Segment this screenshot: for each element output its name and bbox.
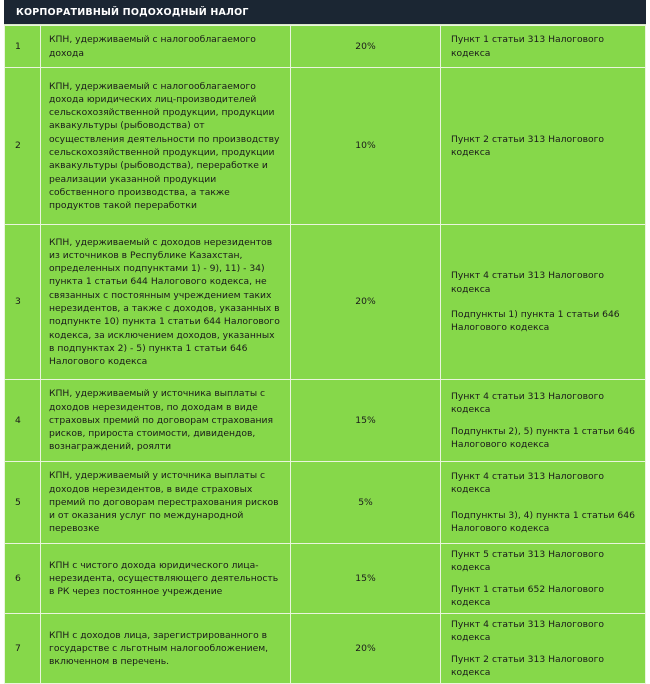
row-reference (441, 26, 646, 68)
reference-line: Пункт 4 статьи 313 Налогового кодекса (451, 390, 605, 416)
row-reference (441, 380, 646, 462)
row-description: КПН с доходов лица, зарегистрированного в государстве с льготным налогообложением, включенном в перечень. (41, 614, 291, 684)
row-description: КПН, удерживаемый с налогооблагаемого дохода юридических лиц-производителей сельскохозяйственной продукции, продукции аквакультуры (рыбоводства) от осуществления деятельности по производству сельскохозяйственной продукции, продукции аквакультуры (рыбоводства), переработке и реализации указанной продукции собственного производства, а также продуктов такой переработки (41, 68, 291, 225)
reference-line: Пункт 4 статьи 313 Налогового кодекса (451, 270, 605, 295)
row-description: КПН, удерживаемый у источника выплаты с доходов нерезидентов, по доходам в виде страховых премий по договорам страхования рисков, прироста стоимости, дивидендов, вознаграждений, роялти (41, 380, 291, 462)
table-row (5, 544, 646, 614)
reference-line: Подпункты 3), 4) пункта 1 статьи 646 Налогового кодекса (451, 509, 635, 534)
row-number: 6 (5, 544, 41, 614)
reference-line: Пункт 2 статьи 313 Налогового кодекса (451, 653, 605, 679)
reference-line: Подпункты 2), 5) пункта 1 статьи 646 Налогового кодекса (451, 425, 635, 450)
row-description: КПН, удерживаемый с доходов нерезидентов из источников в Республике Казахстан, определенных подпунктами 1) - 9), 11) - 34) пункта 1 статьи 644 Налогового кодекса, не связанных с постоянным учреждением таких нерезидентов, а также с доходов, указанных в подпункте 10) пункта 1 статьи 644 Налогового кодекса, за исключением доходов, указанных в подпунктах 2) - 5) пункта 1 статьи 646 Налогового кодекса (41, 225, 291, 380)
table-row (5, 462, 646, 544)
row-reference (441, 225, 646, 380)
row-rate: 15% (291, 544, 441, 614)
reference-line: Пункт 2 статьи 313 Налогового кодекса (451, 133, 605, 158)
row-reference (441, 462, 646, 544)
row-description: КПН с чистого дохода юридического лица-нерезидента, осуществляющего деятельность в РК через постоянное учреждение (41, 544, 291, 614)
row-number: 2 (5, 68, 41, 225)
row-reference (441, 68, 646, 225)
row-rate: 20% (291, 225, 441, 380)
row-description: КПН, удерживаемый с налогооблагаемого дохода (41, 26, 291, 68)
row-rate: 20% (291, 614, 441, 684)
row-reference (441, 544, 646, 614)
row-number: 5 (5, 462, 41, 544)
reference-line: Пункт 5 статьи 313 Налогового кодекса (451, 549, 605, 574)
reference-line: Пункт 1 статьи 652 Налогового кодекса (451, 583, 605, 608)
table-title: КОРПОРАТИВНЫЙ ПОДОХОДНЫЙ НАЛОГ (4, 0, 646, 25)
table-row (5, 380, 646, 462)
tax-table-container (4, 0, 646, 684)
row-number: 7 (5, 614, 41, 684)
reference-line: Пункт 4 статьи 313 Налогового кодекса (451, 619, 605, 644)
reference-line: Пункт 1 статьи 313 Налогового кодекса (451, 34, 605, 59)
row-number: 1 (5, 26, 41, 68)
table-row (5, 68, 646, 225)
table-row (5, 225, 646, 380)
row-description: КПН, удерживаемый у источника выплаты с доходов нерезидентов, в виде страховых премий по договорам перестрахования рисков и от оказания услуг по международной перевозке (41, 462, 291, 544)
row-number: 3 (5, 225, 41, 380)
row-rate: 15% (291, 380, 441, 462)
reference-line: Подпункты 1) пункта 1 статьи 646 Налогового кодекса (451, 309, 620, 334)
tax-table (4, 25, 646, 684)
reference-line: Пункт 4 статьи 313 Налогового кодекса (451, 470, 605, 496)
row-rate: 10% (291, 68, 441, 225)
row-rate: 20% (291, 26, 441, 68)
table-row (5, 26, 646, 68)
row-number: 4 (5, 380, 41, 462)
row-rate: 5% (291, 462, 441, 544)
